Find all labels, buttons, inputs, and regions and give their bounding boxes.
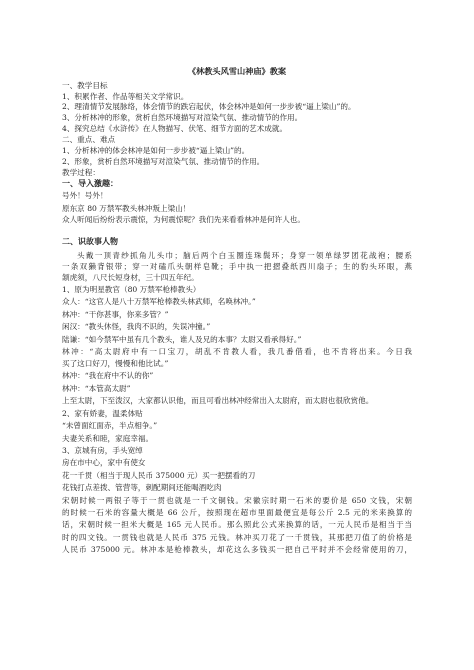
text-line: 2、家有娇妻，温柔体贴 <box>62 409 143 418</box>
section-heading: 二、识故事人物 <box>62 236 118 246</box>
text-line: 3、京城有房，手头宽绰 <box>62 446 143 455</box>
section-heading: 一、教学目标 <box>62 81 108 90</box>
text-line: 林冲：“本管高太尉” <box>62 384 131 393</box>
text-line: 闲汉：“教头休怪，我肉不识的，失误冲撞。” <box>62 322 211 331</box>
text-line: 原东京 80 万禁军教头林冲叛上梁山！ <box>62 204 191 213</box>
text-line: 林冲：“高太尉府中有一口宝刀，胡乱不肯教人看，我几番借看，也不肯将出来。今日我 <box>62 347 412 356</box>
text-line: 3、分析林冲的形象，赏析自然环境描写对渲染气氛、推动情节的作用。 <box>62 113 303 122</box>
text-line: 教学过程： <box>62 168 100 177</box>
text-line: 众人：“这官人是八十万禁军枪棒教头林武师，名唤林冲。” <box>62 297 256 306</box>
text-line: 买了这口好刀，慢慢和他比试。” <box>62 359 169 368</box>
text-line: 时的四文钱。一贯钱也就是人民币 375 元钱。林冲买刀花了一千贯钱，其那把刀值了的价格是 <box>62 533 412 542</box>
text-line: 花钱打点差拨、管营等，刺配期间还能喝酒吃肉 <box>62 483 222 492</box>
text-line: 人民币 375000 元。林冲本是枪棒教头，却花这么多钱买一把自己平时并不会经常使用的刀， <box>62 545 412 554</box>
document-title: 《林教头风雪山神庙》教案 <box>187 66 287 76</box>
text-line: 的时候一石米的容量大概是 66 公斤，按照现在超市里面最便宜是每公斤 2.5 元的米来换算的 <box>62 508 412 517</box>
text-line: 林冲：“干你甚事，你来多管？” <box>62 310 169 319</box>
text-line: 1、原为明星教官（80 万禁军枪棒教头） <box>62 285 201 294</box>
text-line: 话，宋朝时候一担米大概是 165 元人民币。那么照此公式来换算的话，一元人民币是相当于当 <box>62 520 412 529</box>
text-line: 2、形象，赏析自然环境描写对渲染气氛、推动情节的作用。 <box>62 157 265 166</box>
text-line: 花一千贯（相当于现人民币 375000 元）买一把摆看的刀 <box>62 471 256 480</box>
text-line: 房在市中心，家中有使女 <box>62 458 146 467</box>
text-line: 4、探究总结《水浒传》在人物描写、伏笔、细节方面的艺术成就。 <box>62 124 288 133</box>
text-line: “未曾面红面赤，半点相争。” <box>62 421 158 430</box>
text-line: 1、积累作者、作品等相关文学常识。 <box>62 92 189 101</box>
section-heading: 二、重点、难点 <box>62 135 116 144</box>
text-line: 夫妻关系和睦，家庭幸福。 <box>62 434 154 443</box>
text-line: 头戴一顶青纱抓角儿头巾；脑后两个白玉圈连珠鬓环；身穿一领单绿罗团花战袍；腰系 <box>77 251 412 260</box>
section-heading: 一、导入激趣： <box>62 178 118 188</box>
text-line: 一条双獭背银带；穿一对磕爪头朝样皂靴；手中执一把摺叠纸西川扇子；生的豹头环眼，燕 <box>62 262 412 271</box>
text-line: 1、分析林冲的体会林冲是如何一步步被“逼上梁山”的。 <box>62 146 250 155</box>
text-line: 2、理清情节发展脉络，体会情节的跌宕起伏，体会林冲是如何一步步被“逼上梁山”的。 <box>62 102 356 111</box>
text-line: 上至太尉，下至泼汉，大家都认识他，而且可看出林冲经常出入太尉府，而太尉也很欣赏他。 <box>62 396 374 405</box>
text-line: 陆谦：“如今禁军中虽有几个教头，谁人及兄的本事？太尉又看承得好。” <box>62 335 302 344</box>
text-line: 颔虎须，八尺长短身材，三十四五年纪。 <box>62 273 199 282</box>
text-line: 号外！号外！ <box>62 191 108 200</box>
text-line: 林冲：“我在府中不认的你” <box>62 371 154 380</box>
text-line: 宋朝时候一两银子等于一贯也就是一千文铜钱。宋徽宗时期一石米的要价是 650 文钱，宋朝 <box>62 496 412 505</box>
text-line: 众人听闻后纷纷表示震惊，为何震惊呢？我们先来看看林冲是何许人也。 <box>62 215 305 224</box>
